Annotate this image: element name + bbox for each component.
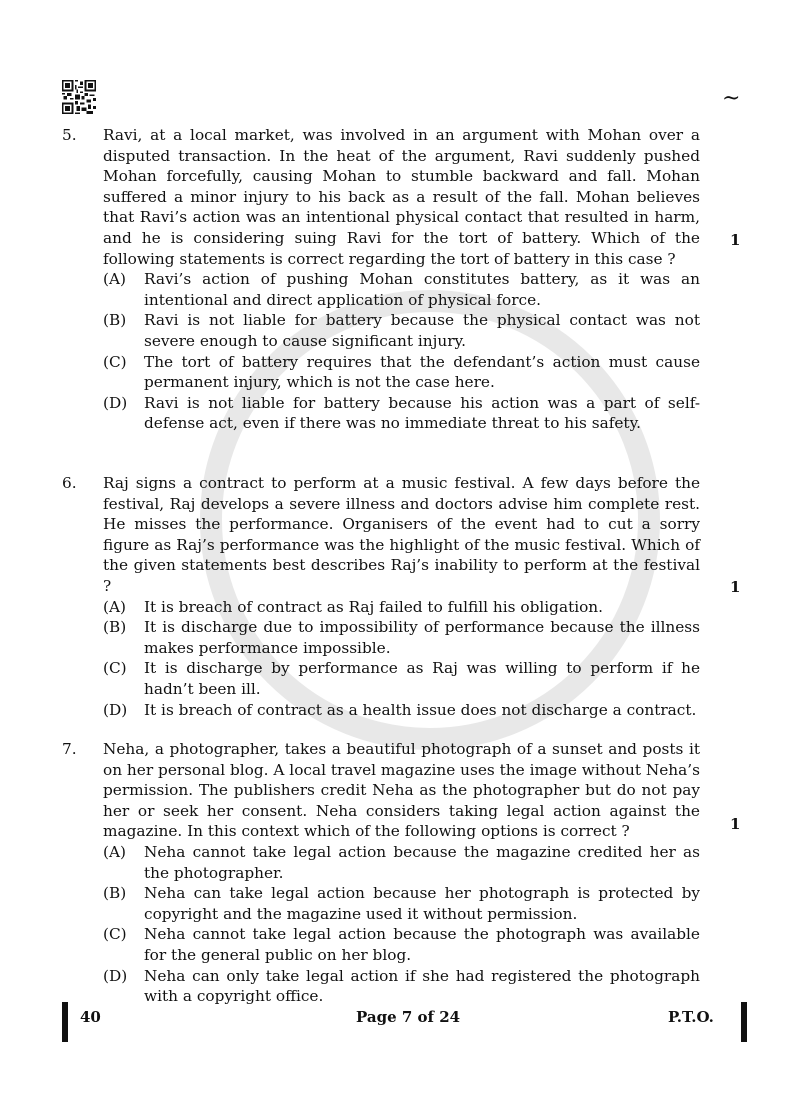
option-text: The tort of battery requires that the defendant’s action must cause permanent injury, which is not the case here. [144,352,700,392]
option-label: (A) [103,597,126,616]
question-5 [62,125,742,434]
option-c [103,658,700,699]
question-stem: Ravi, at a local market, was involved in an argument with Mohan over a disputed transaction. In the heat of the argument, Ravi suddenly pushed Mohan forcefully, causing Mohan to stumble backward and fall. Mohan suffered a minor injury to his back as a result of the fall. Mohan believes that Ravi’s action was an intentional physical contact that resulted in harm, and he is considering suing Ravi for the tort of battery. Which of the following statements is correct regarding the tort of battery in this case ? [103,126,700,268]
option-b [103,883,700,924]
header-tilde: ~ [722,86,741,111]
pto-label: P.T.O. [668,1008,714,1026]
footer-right-bar [741,1002,747,1042]
option-label: (D) [103,966,128,985]
question-number: 7. [62,740,77,758]
page-number: Page 7 of 24 [356,1008,461,1026]
marks-q7: 1 [730,815,741,833]
option-a [103,597,700,618]
footer-left-bar [62,1002,68,1042]
option-label: (A) [103,270,126,289]
option-text: Neha can take legal action because her photograph is protected by copyright and the magazine used it without permission. [144,884,700,923]
question-7 [62,739,742,1007]
option-text: Ravi is not liable for battery because the physical contact was not severe enough to cause significant injury. [144,311,700,350]
option-a [103,842,700,883]
option-text: Neha cannot take legal action because the magazine credited her as the photographer. [144,842,700,882]
option-d [103,700,700,721]
option-c [103,924,700,965]
option-b [103,617,700,658]
option-text: It is breach of contract as a health issue does not discharge a contract. [144,700,697,719]
option-label: (B) [103,311,127,330]
qr-code [62,80,96,114]
paper-code: 40 [80,1008,101,1026]
option-label: (C) [103,925,127,944]
option-label: (D) [103,393,128,412]
option-label: (B) [103,618,127,637]
option-d [103,393,700,434]
option-text: Ravi’s action of pushing Mohan constitutes battery, as it was an intentional and direct application of physical force. [144,270,700,309]
option-text: It is discharge by performance as Raj was willing to perform if he hadn’t been ill. [144,659,700,698]
option-text: Neha cannot take legal action because the photograph was available for the general public on her blog. [144,925,700,964]
option-d [103,966,700,1007]
question-stem: Raj signs a contract to perform at a music festival. A few days before the festival, Raj develops a severe illness and doctors advise him complete rest. He misses the performance. Organisers of the event had to cut a sorry figure as Raj’s performance was the highlight of the music festival. Which of the given statements best describes Raj’s inability to perform at the festival ? [103,474,700,595]
question-stem: Neha, a photographer, takes a beautiful photograph of a sunset and posts it on her personal blog. A local travel magazine uses the image without Neha’s permission. The publishers credit Neha as the photographer but do not pay her or seek her consent. Neha considers taking legal action against the magazine. In this context which of the following options is correct ? [103,740,700,841]
option-label: (D) [103,700,128,719]
question-number: 5. [62,126,77,144]
option-text: Neha can only take legal action if she had registered the photograph with a copyright office. [144,966,700,1006]
option-c [103,352,700,393]
option-label: (C) [103,659,127,678]
option-text: It is discharge due to impossibility of performance because the illness makes performance impossible. [144,618,700,657]
option-text: It is breach of contract as Raj failed to fulfill his obligation. [144,597,604,616]
marks-q6: 1 [730,578,741,596]
question-6 [62,473,742,720]
option-b [103,310,700,351]
marks-q5: 1 [730,231,741,249]
option-a [103,269,700,310]
option-label: (A) [103,842,126,861]
option-text: Ravi is not liable for battery because his action was a part of self-defense act, even if there was no immediate threat to his safety. [144,393,700,433]
option-label: (B) [103,884,127,903]
option-label: (C) [103,352,127,371]
question-number: 6. [62,474,77,492]
